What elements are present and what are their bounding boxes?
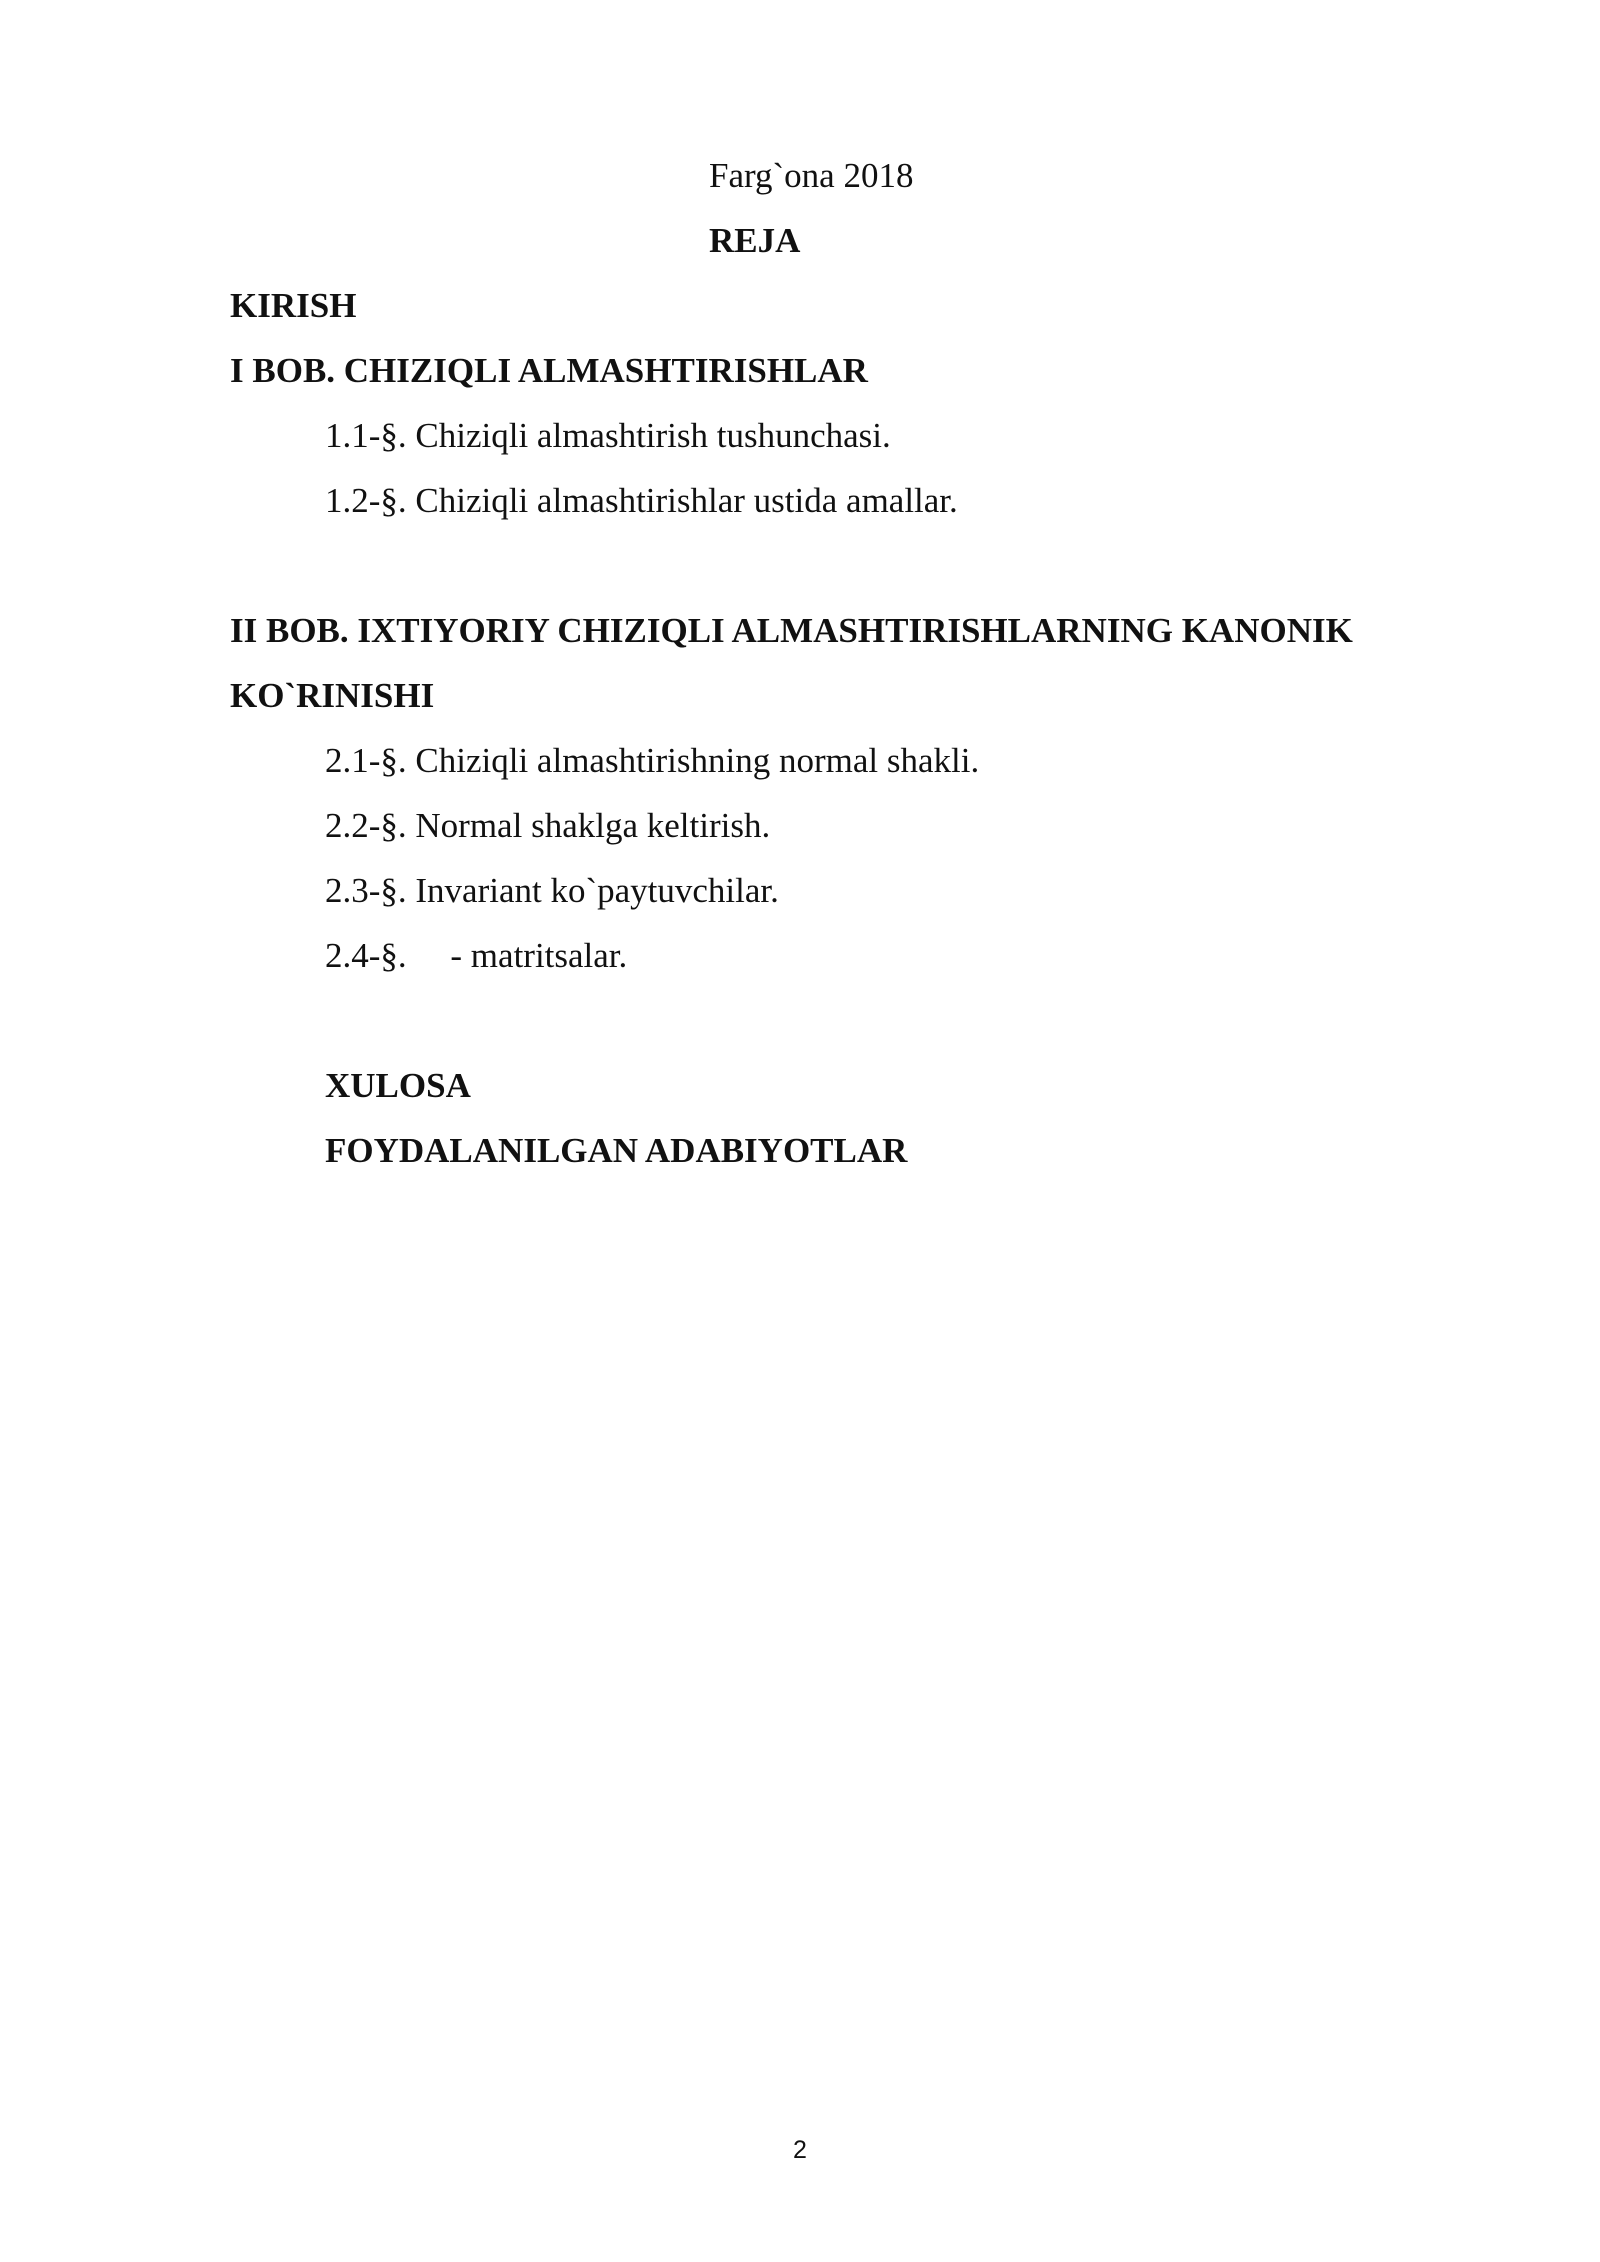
toc-chapter-2-title-line2: KO`RINISHI xyxy=(230,676,435,715)
city-year: Farg`ona 2018 xyxy=(709,156,914,195)
toc-chapter-2-title-line1: II BOB. IXTIYORIY CHIZIQLI ALMASHTIRISHLARNING KANONIK xyxy=(230,611,1353,650)
toc-adabiyotlar: FOYDALANILGAN ADABIYOTLAR xyxy=(325,1131,908,1170)
page-number: 2 xyxy=(793,2136,807,2164)
toc-section-2-4: 2.4-§. - matritsalar. xyxy=(325,936,628,975)
toc-section-1-1: 1.1-§. Chiziqli almashtirish tushunchasi. xyxy=(325,416,891,455)
toc-kirish: KIRISH xyxy=(230,286,357,325)
toc-section-1-2: 1.2-§. Chiziqli almashtirishlar ustida amallar. xyxy=(325,481,958,520)
toc-section-2-1: 2.1-§. Chiziqli almashtirishning normal shakli. xyxy=(325,741,980,780)
toc-section-2-2: 2.2-§. Normal shaklga keltirish. xyxy=(325,806,771,845)
toc-xulosa: XULOSA xyxy=(325,1066,471,1105)
toc-section-2-3: 2.3-§. Invariant ko`paytuvchilar. xyxy=(325,871,779,910)
toc-chapter-1-title: I BOB. CHIZIQLI ALMASHTIRISHLAR xyxy=(230,351,868,390)
page-title: REJA xyxy=(709,221,801,260)
